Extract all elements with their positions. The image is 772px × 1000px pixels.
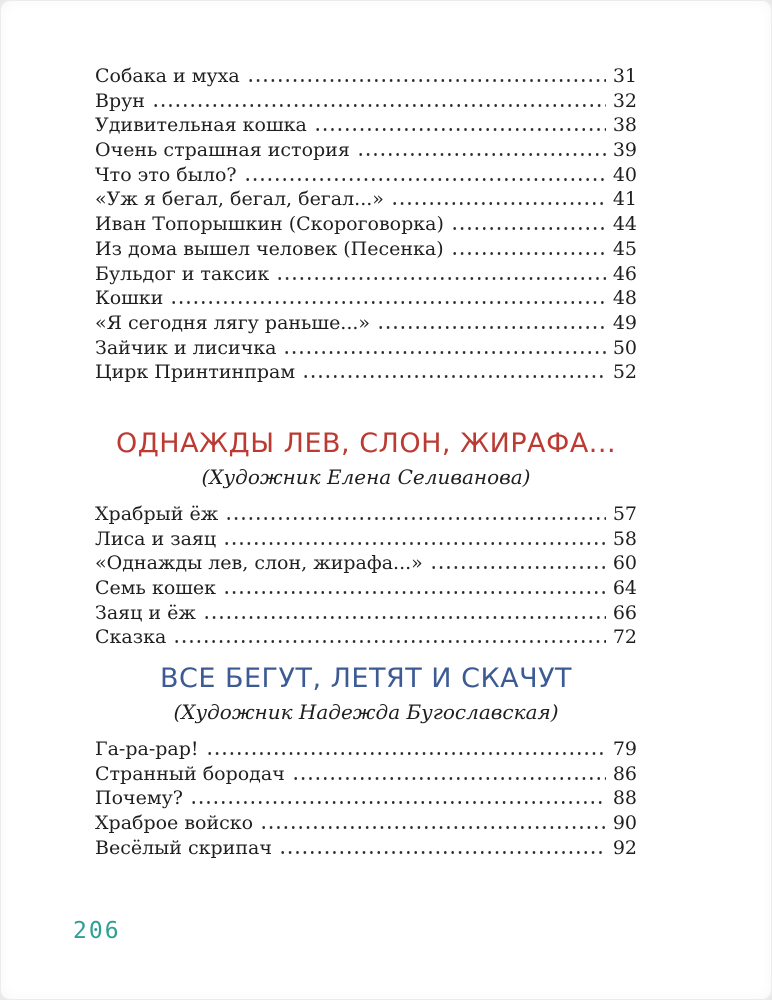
entry-page: 52 — [612, 361, 637, 384]
entry-title: Из дома вышел человек (Песенка) — [95, 237, 444, 260]
entry-page: 57 — [612, 502, 637, 525]
toc-sections — [95, 64, 637, 861]
dot-leader — [152, 104, 606, 107]
entry-title: Очень страшная история — [95, 139, 350, 162]
dot-leader — [260, 826, 606, 829]
entry-title: «Я сегодня лягу раньше...» — [95, 311, 371, 334]
toc-entry — [95, 601, 637, 626]
entry-list — [95, 737, 637, 860]
entry-page: 90 — [612, 812, 637, 835]
entry-title: Храброе войско — [95, 812, 254, 835]
entry-page: 92 — [612, 836, 637, 859]
toc-entry — [95, 762, 637, 787]
entry-page: 48 — [612, 287, 637, 310]
dot-leader — [430, 566, 606, 569]
entry-page: 46 — [612, 262, 637, 285]
entry-title: Цирк Принтинпрам — [95, 361, 296, 384]
dot-leader — [357, 153, 606, 156]
entry-title: Удивительная кошка — [95, 114, 307, 137]
entry-title: Весёлый скрипач — [95, 836, 272, 859]
entry-title: «Уж я бегал, бегал, бегал...» — [95, 188, 384, 211]
entry-page: 38 — [612, 114, 637, 137]
entry-page: 44 — [612, 213, 637, 236]
entry-page: 64 — [612, 577, 637, 599]
toc-entry — [95, 286, 637, 311]
dot-leader — [377, 326, 606, 329]
toc-entry — [95, 551, 637, 576]
dot-leader — [292, 777, 606, 780]
dot-leader — [225, 517, 606, 520]
dot-leader — [206, 752, 606, 755]
entry-page: 32 — [612, 89, 637, 112]
toc-entry — [95, 64, 637, 89]
entry-page: 39 — [612, 139, 637, 162]
toc-entry — [95, 527, 637, 552]
toc-entry — [95, 625, 637, 650]
entry-title: Зайчик и лисичка — [95, 336, 277, 359]
dot-leader — [190, 801, 606, 804]
entry-title: Храбрый ёж — [95, 502, 219, 525]
entry-page: 41 — [612, 188, 637, 211]
dot-leader — [302, 375, 606, 378]
dot-leader — [223, 542, 606, 545]
toc-entry — [95, 212, 637, 237]
toc-entry — [95, 89, 637, 114]
entry-list — [95, 64, 637, 385]
toc-entry — [95, 187, 637, 212]
entry-title: Странный бородач — [95, 762, 285, 785]
section-subtitle: (Художник Елена Селиванова) — [201, 464, 531, 489]
entry-title: Врун — [95, 89, 145, 112]
dot-leader — [391, 202, 606, 205]
entry-page: 60 — [612, 552, 637, 575]
toc-entry — [95, 811, 637, 836]
dot-leader — [283, 351, 606, 354]
toc-section — [95, 662, 637, 860]
toc-entry — [95, 502, 637, 527]
entry-title: Почему? — [95, 787, 183, 810]
toc-entry — [95, 836, 637, 861]
page-number: 206 — [73, 918, 121, 944]
toc-entry — [95, 262, 637, 287]
dot-leader — [173, 640, 606, 643]
toc-entry — [95, 336, 637, 361]
entry-title: Что это было? — [95, 163, 237, 186]
entry-title: Собака и муха — [95, 65, 240, 87]
entry-title: «Однажды лев, слон, жирафа...» — [95, 552, 423, 575]
entry-page: 50 — [612, 336, 637, 359]
dot-leader — [276, 277, 606, 280]
entry-page: 72 — [612, 626, 637, 649]
section-title: ОДНАЖДЫ ЛЕВ, СЛОН, ЖИРАФА... — [115, 427, 617, 459]
entry-page: 79 — [612, 738, 637, 761]
entry-title: Га-ра-рар! — [95, 738, 199, 761]
entry-page: 58 — [612, 527, 637, 550]
entry-title: Лиса и заяц — [95, 527, 217, 550]
dot-leader — [451, 252, 606, 255]
toc-entry — [95, 113, 637, 138]
toc-entry — [95, 576, 637, 601]
dot-leader — [314, 128, 606, 131]
entry-page: 40 — [612, 163, 637, 186]
dot-leader — [247, 79, 606, 82]
toc-entry — [95, 163, 637, 188]
section-title: ВСЕ БЕГУТ, ЛЕТЯТ И СКАЧУТ — [159, 663, 573, 695]
entry-page: 88 — [612, 787, 637, 810]
dot-leader — [279, 851, 606, 854]
toc-entry — [95, 360, 637, 385]
dot-leader — [244, 178, 606, 181]
section-subtitle: (Художник Надежда Бугославская) — [173, 700, 559, 725]
toc-section — [95, 427, 637, 650]
entry-title: Кошки — [95, 287, 164, 310]
entry-page: 49 — [612, 311, 637, 334]
dot-leader — [451, 227, 606, 230]
entry-list — [95, 502, 637, 650]
entry-page: 86 — [612, 762, 637, 785]
toc-entry — [95, 311, 637, 336]
entry-title: Семь кошек — [95, 577, 217, 599]
entry-page: 45 — [612, 237, 637, 260]
entry-title: Бульдог и таксик — [95, 262, 270, 285]
entry-title: Сказка — [95, 626, 167, 649]
entry-title: Иван Топорышкин (Скороговорка) — [95, 213, 444, 236]
dot-leader — [170, 301, 606, 304]
entry-page: 66 — [612, 601, 637, 624]
dot-leader — [203, 616, 606, 619]
toc-entry — [95, 138, 637, 163]
toc-entry — [95, 237, 637, 262]
toc-entry — [95, 786, 637, 811]
toc-section — [95, 64, 637, 385]
entry-page: 31 — [612, 65, 637, 87]
dot-leader — [223, 591, 606, 594]
toc-entry — [95, 737, 637, 762]
entry-title: Заяц и ёж — [95, 601, 196, 624]
table-of-contents — [95, 64, 637, 861]
